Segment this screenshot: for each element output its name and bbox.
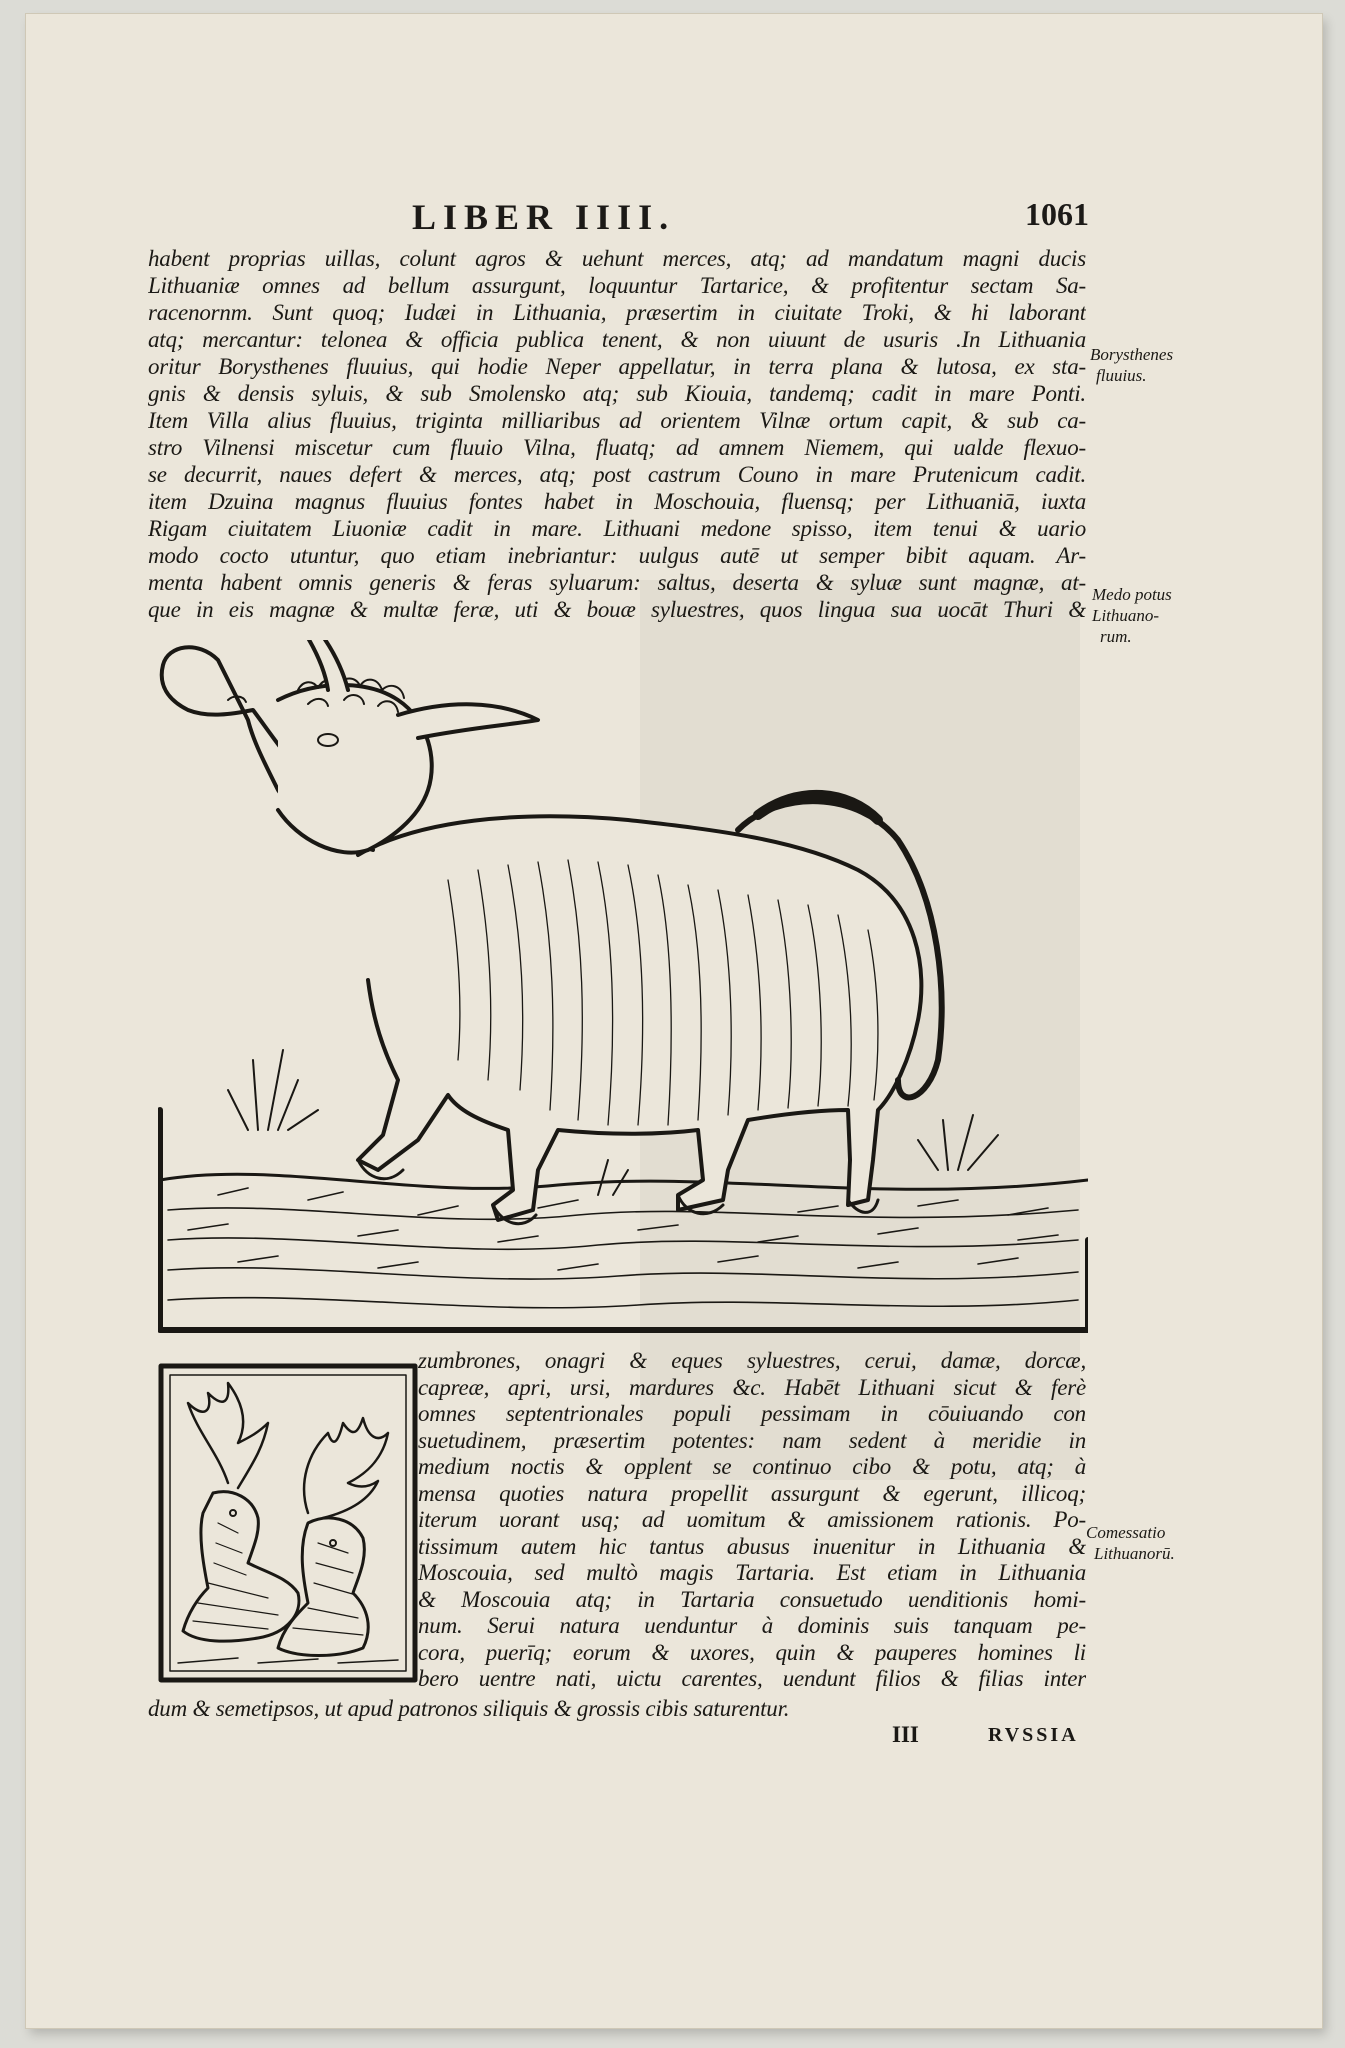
signature-mark: III bbox=[892, 1722, 919, 1747]
catchword: RVSSIA bbox=[988, 1724, 1079, 1746]
text-line: zumbrones, onagri & eques syluestres, cerui, damæ, dorcæ, bbox=[418, 1349, 1086, 1373]
text-line: Rigam ciuitatem Liuoniæ cadit in mare. Lithuani medone spisso, item tenui & uario bbox=[148, 517, 1086, 541]
text-line: se decurrit, naues defert & merces, atq; post castrum Couno in mare Prutenicum cadit. bbox=[148, 463, 1086, 487]
text-line: iterum uorant usq; ad uomitum & amissionem rationis. Po- bbox=[418, 1508, 1086, 1532]
marginal-note-borysthenes bbox=[1090, 344, 1173, 386]
text-line: item Dzuina magnus fluuius fontes habet in Moschouia, fluensq; per Lithuaniā, iuxta bbox=[148, 490, 1086, 514]
body-text-bottom bbox=[418, 1349, 1086, 1694]
text-line: suetudinem, præsertim potentes: nam sedent à meridie in bbox=[418, 1428, 1086, 1453]
text-line: tissimum autem hic tantus abusus inuenitur in Lithuania & bbox=[418, 1534, 1086, 1559]
text-line: bero uentre nati, uictu carentes, uendunt filios & filias inter bbox=[418, 1667, 1086, 1691]
text-line: & Moscouia atq; in Tartaria consuetudo uenditionis homi- bbox=[418, 1587, 1086, 1612]
text-line: dum & semetipsos, ut apud patronos siliquis & grossis cibis saturentur. bbox=[148, 1697, 790, 1721]
text-line: racenornm. Sunt quoq; Iudæi in Lithuania, præsertim in ciuitate Troki, & hi laborant bbox=[148, 301, 1086, 325]
text-line: capreæ, apri, ursi, mardures &c. Habēt Lithuani sicut & ferè bbox=[418, 1375, 1086, 1400]
text-line: mensa quoties natura propellit assurgunt & egerunt, illicoq; bbox=[418, 1481, 1086, 1506]
marginal-note-line: Medo potus bbox=[1092, 585, 1172, 604]
text-line: menta habent omnis generis & feras syluarum: saltus, deserta & syluæ sunt magnæ, at- bbox=[148, 571, 1086, 595]
stags-woodcut bbox=[158, 1363, 418, 1683]
marginal-note-line: Comessatio bbox=[1086, 1523, 1166, 1542]
marginal-note-line: rum. bbox=[1100, 627, 1132, 646]
text-line: atq; mercantur: telonea & officia publica tenent, & non uiuunt de usuris .In Lithuania bbox=[148, 328, 1086, 352]
text-line: cora, puerīq; eorum & uxores, quin & pauperes homines li bbox=[418, 1640, 1086, 1665]
text-line: habent proprias uillas, colunt agros & uehunt merces, atq; ad mandatum magni ducis bbox=[148, 247, 1086, 271]
marginal-note-medo bbox=[1092, 584, 1172, 647]
text-line: Lithuaniæ omnes ad bellum assurgunt, loquuntur Tartarice, & profitentur sectam Sa- bbox=[148, 274, 1086, 298]
marginal-note-comessatio bbox=[1086, 1522, 1175, 1564]
text-line: num. Serui natura uenduntur à dominis suis tanquam pe- bbox=[418, 1614, 1086, 1638]
marginal-note-line: fluuius. bbox=[1096, 366, 1147, 385]
aurochs-woodcut bbox=[158, 640, 1088, 1340]
marginal-note-line: Lithuano- bbox=[1092, 606, 1160, 625]
text-line: oritur Borysthenes fluuius, qui hodie Neper appellatur, in terra plana & lutosa, ex sta- bbox=[148, 355, 1086, 379]
text-line: medium noctis & opplent se continuo cibo & potu, atq; à bbox=[418, 1455, 1086, 1479]
body-text-tail bbox=[148, 1697, 1086, 1723]
page-number: 1061 bbox=[1025, 196, 1089, 232]
text-line: omnes septentrionales populi pessimam in cōuiuando con bbox=[418, 1402, 1086, 1426]
text-line: que in eis magnæ & multæ feræ, uti & bouæ syluestres, quos lingua sua uocāt Thuri & bbox=[148, 598, 1086, 622]
text-line: stro Vilnensi miscetur cum fluuio Vilna, fluatq; ad amnem Niemem, qui ualde flexuo- bbox=[148, 436, 1086, 460]
marginal-note-line: Borysthenes bbox=[1090, 345, 1174, 364]
text-line: Item Villa alius fluuius, triginta milliaribus ad orientem Vilnæ ortum capit, & sub ca- bbox=[148, 409, 1086, 433]
body-text-top bbox=[148, 247, 1086, 625]
text-line: Moscouia, sed multò magis Tartaria. Est etiam in Lithuania bbox=[418, 1561, 1086, 1585]
text-line: modo cocto utuntur, quo etiam inebriantur: uulgus autē ut semper bibit aquam. Ar- bbox=[148, 544, 1086, 568]
running-head: LIBER IIII. bbox=[412, 197, 676, 237]
text-line: gnis & densis syluis, & sub Smolensko atq; sub Kiouia, tandemq; cadit in mare Ponti. bbox=[148, 382, 1086, 406]
marginal-note-line: Lithuanorū. bbox=[1094, 1544, 1175, 1563]
